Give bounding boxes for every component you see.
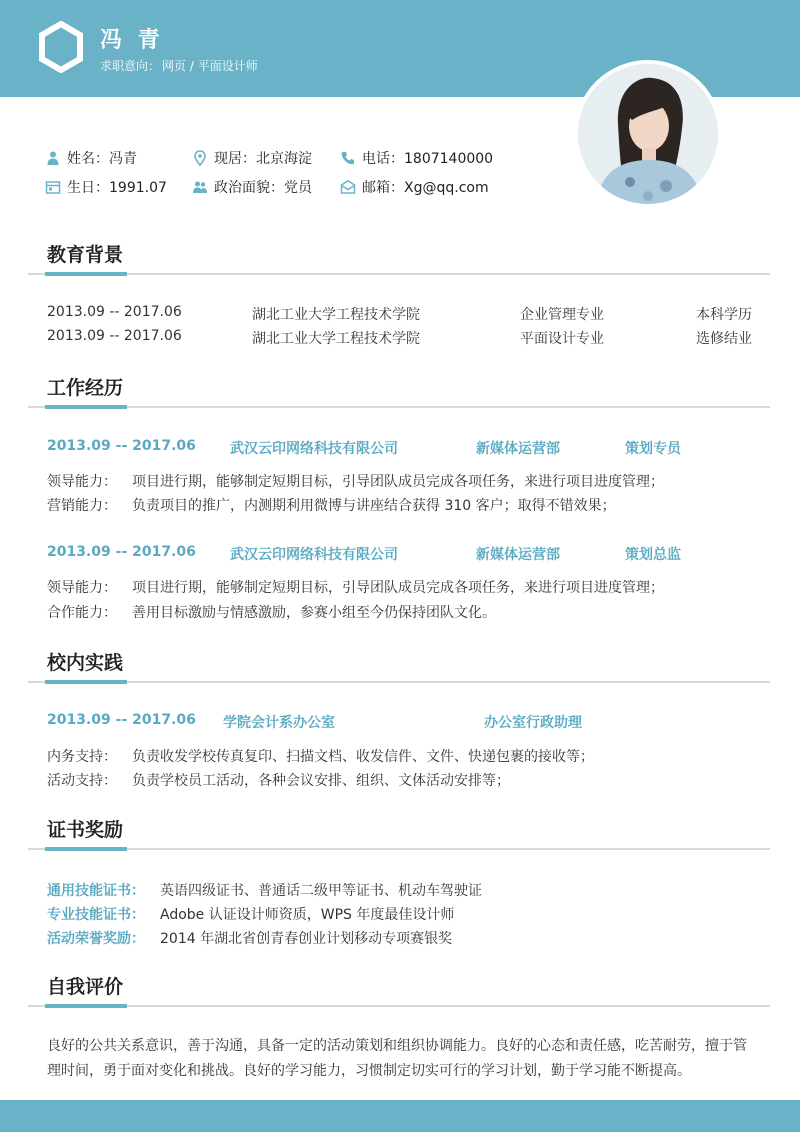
location-pin-icon	[192, 150, 208, 166]
section-divider	[28, 273, 770, 275]
job-company: 武汉云印网络科技有限公司	[230, 547, 398, 563]
info-name-text: 姓名：冯青	[67, 151, 137, 167]
section-divider	[28, 406, 770, 408]
section-title-work: 工作经历	[47, 377, 124, 399]
cert-label: 通用技能证书：	[47, 883, 145, 899]
info-name	[45, 149, 137, 167]
section-divider	[28, 848, 770, 850]
cert-text: Adobe 认证设计师资质，WPS 年度最佳设计师	[160, 907, 455, 923]
edu-degree: 选修结业	[696, 331, 752, 347]
calendar-icon	[45, 179, 61, 195]
campus-item-label: 内务支持：	[47, 749, 117, 765]
phone-icon	[340, 150, 356, 166]
job-dept: 新媒体运营部	[476, 547, 560, 563]
job-item-label: 营销能力：	[47, 498, 117, 514]
footer-band	[0, 1100, 800, 1132]
job-role: 策划专员	[625, 441, 681, 457]
section-accent-bar	[45, 847, 127, 851]
campus-role: 办公室行政助理	[484, 715, 582, 731]
job-item-label: 合作能力：	[47, 605, 117, 621]
campus-item-label: 活动支持：	[47, 773, 117, 789]
edu-school: 湖北工业大学工程技术学院	[252, 331, 420, 347]
person-icon	[45, 150, 61, 166]
info-politics	[192, 178, 312, 196]
job-intention	[100, 57, 260, 74]
job-intention-value: 网页 / 平面设计师	[162, 59, 258, 73]
job-dept: 新媒体运营部	[476, 441, 560, 457]
job-item-text: 善用目标激励与情感激励，参赛小组至今仍保持团队文化。	[132, 605, 496, 621]
job-intention-label: 求职意向：	[100, 59, 161, 73]
campus-item-text: 负责学校员工活动，各种会议安排、组织、文体活动安排等；	[132, 773, 510, 789]
info-residence-text: 现居：北京海淀	[214, 151, 312, 167]
profile-photo-frame	[574, 60, 722, 208]
job-item-label: 领导能力：	[47, 474, 117, 490]
section-accent-bar	[45, 1004, 127, 1008]
section-title-certificates: 证书奖励	[47, 819, 124, 841]
info-politics-text: 政治面貌：党员	[214, 180, 312, 196]
job-item-text: 负责项目的推广，内测期利用微博与讲座结合获得 310 客户；取得不错效果；	[132, 498, 616, 514]
info-residence	[192, 149, 312, 167]
hexagon-logo-icon	[38, 21, 84, 73]
info-phone-text: 电话：1807140000	[362, 151, 494, 167]
section-divider	[28, 1005, 770, 1007]
campus-item-text: 负责收发学校传真复印、扫描文档、收发信件、文件、快递包裹的接收等；	[132, 749, 594, 765]
info-birth-text: 生日：1991.07	[67, 180, 167, 196]
job-item-text: 项目进行期，能够制定短期目标，引导团队成员完成各项任务，来进行项目进度管理；	[132, 580, 664, 596]
section-title-campus: 校内实践	[47, 652, 124, 674]
self-evaluation-text: 良好的公共关系意识，善于沟通，具备一定的活动策划和组织协调能力。良好的心态和责任感，吃苦耐劳，擅于管理时间，勇于面对变化和挑战。良好的学习能力，习惯制定切实可行的学习计划，勤于学习能不断提高。	[47, 1038, 747, 1079]
job-item-label: 领导能力：	[47, 580, 117, 596]
edu-period: 2013.09 -- 2017.06	[47, 304, 182, 320]
info-phone	[340, 149, 493, 167]
job-period: 2013.09 -- 2017.06	[47, 438, 196, 454]
edu-major: 企业管理专业	[520, 307, 604, 323]
info-birth	[45, 178, 167, 196]
section-title-education: 教育背景	[47, 244, 124, 266]
candidate-name: 冯 青	[100, 28, 164, 53]
profile-photo	[578, 64, 718, 204]
job-period: 2013.09 -- 2017.06	[47, 544, 196, 560]
campus-org: 学院会计系办公室	[223, 715, 335, 731]
cert-text: 英语四级证书、普通话二级甲等证书、机动车驾驶证	[160, 883, 482, 899]
info-email-text: 邮箱：Xg@qq.com	[362, 180, 489, 196]
edu-degree: 本科学历	[696, 307, 752, 323]
section-divider	[28, 681, 770, 683]
section-accent-bar	[45, 405, 127, 409]
mail-icon	[340, 179, 356, 195]
edu-major: 平面设计专业	[520, 331, 604, 347]
job-role: 策划总监	[625, 547, 681, 563]
edu-school: 湖北工业大学工程技术学院	[252, 307, 420, 323]
cert-label: 专业技能证书：	[47, 907, 145, 923]
campus-period: 2013.09 -- 2017.06	[47, 712, 196, 728]
section-accent-bar	[45, 680, 127, 684]
section-title-self-evaluation: 自我评价	[47, 976, 124, 998]
job-item-text: 项目进行期，能够制定短期目标，引导团队成员完成各项任务，来进行项目进度管理；	[132, 474, 664, 490]
job-company: 武汉云印网络科技有限公司	[230, 441, 398, 457]
cert-text: 2014 年湖北省创青春创业计划移动专项赛银奖	[160, 931, 453, 947]
edu-period: 2013.09 -- 2017.06	[47, 328, 182, 344]
cert-label: 活动荣誉奖励：	[47, 931, 145, 947]
people-icon	[192, 179, 208, 195]
info-email	[340, 178, 489, 196]
section-accent-bar	[45, 272, 127, 276]
